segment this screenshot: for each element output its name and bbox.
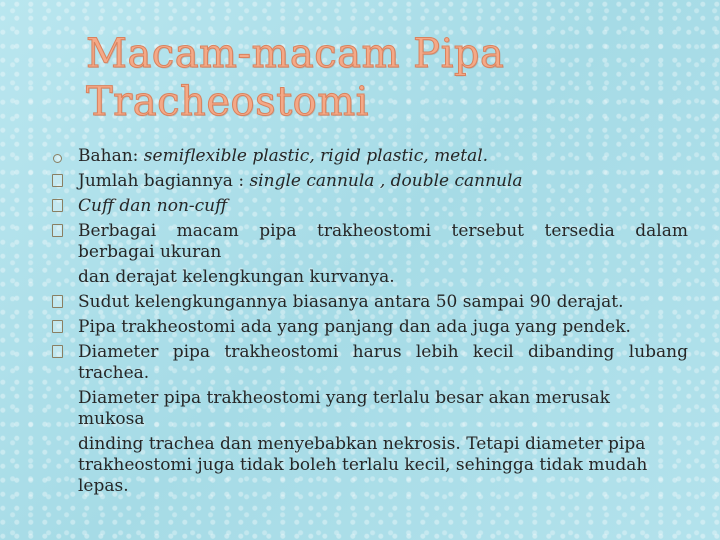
bullet-text-line: lepas. (78, 476, 129, 496)
bullet-diameter (52, 342, 688, 384)
circle-bullet-icon (53, 154, 62, 163)
box-bullet-icon (52, 345, 63, 358)
title-line-2: Tracheostomi (86, 79, 369, 125)
bullet-cuff (52, 196, 688, 217)
bullet-text-line: dinding trachea dan menyebabkan nekrosis. Tetapi diameter pipa (78, 434, 646, 454)
bullet-text: Jumlah bagiannya : (78, 171, 250, 191)
box-bullet-icon (52, 295, 63, 308)
box-bullet-icon (52, 199, 63, 212)
bullet-text-line: mukosa (78, 409, 145, 429)
bullet-bahan (52, 146, 688, 167)
title-line-1: Macam-macam Pipa (86, 31, 505, 77)
bullet-italic-text: single cannula , double cannula (249, 171, 523, 191)
bullet-continuation (52, 388, 688, 497)
bullet-text: Bahan: (78, 146, 144, 166)
bullet-text: Pipa trakheostomi ada yang panjang dan ada juga yang pendek. (78, 317, 631, 337)
bullet-text-line: trakheostomi juga tidak boleh terlalu kecil, sehingga tidak mudah (78, 455, 648, 475)
bullet-continuation: dan derajat kelengkungan kurvanya. (78, 267, 395, 287)
bullet-text-line: Berbagai macam pipa trakheostomi tersebut tersedia dalam (78, 221, 688, 241)
bullet-text-line: berbagai ukuran (78, 242, 222, 262)
bullet-text-line: Diameter pipa trakheostomi harus lebih kecil dibanding lubang (78, 342, 688, 362)
bullet-jumlah (52, 171, 688, 192)
bullet-italic-text: semiflexible plastic, rigid plastic, metal. (143, 146, 489, 166)
bullet-text-line: Diameter pipa trakheostomi yang terlalu besar akan merusak (78, 388, 610, 408)
bullet-sudut (52, 292, 688, 313)
bullet-ukuran (52, 221, 688, 263)
bullet-italic-text: Cuff dan non-cuff (78, 196, 228, 216)
box-bullet-icon (52, 224, 63, 237)
bullet-text: Sudut kelengkungannya biasanya antara 50 sampai 90 derajat. (78, 292, 624, 312)
box-bullet-icon (52, 320, 63, 333)
bullet-text-line: trachea. (78, 363, 150, 383)
bullet-panjang (52, 317, 688, 338)
box-bullet-icon (52, 174, 63, 187)
bullet-list (52, 146, 688, 497)
slide-title (86, 30, 646, 126)
